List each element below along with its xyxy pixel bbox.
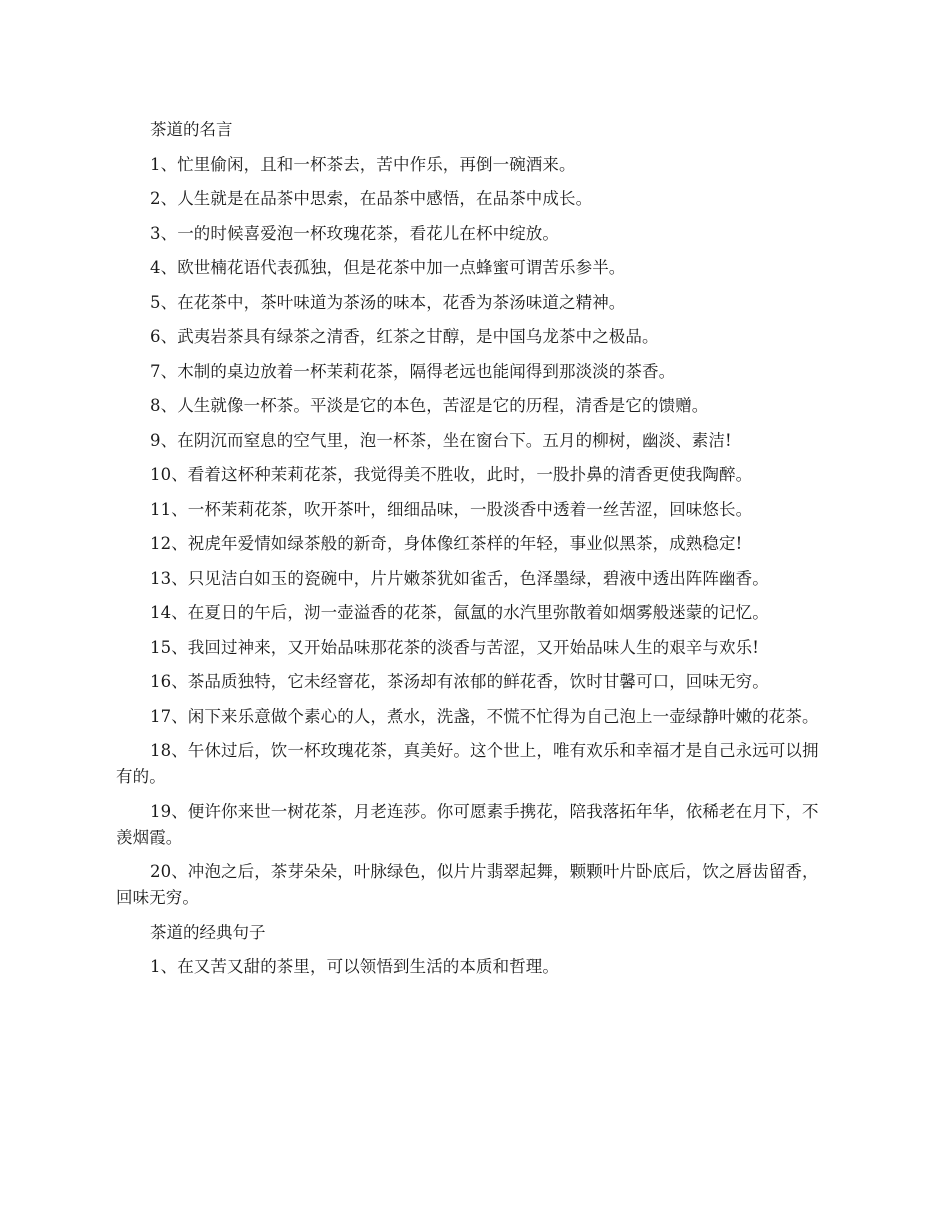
quote-5: 5、在花茶中，茶叶味道为茶汤的味本，花香为茶汤味道之精神。: [150, 292, 626, 312]
quote-4: 4、欧世楠花语代表孤独，但是花茶中加一点蜂蜜可谓苦乐参半。: [150, 258, 626, 277]
section-title-classic-sentences: 茶道的经典句子: [150, 922, 266, 942]
quote-7: 7、木制的桌边放着一杯茉莉花茶，隔得老远也能闻得到那淡淡的茶香。: [150, 361, 676, 381]
classic-sentence-1: 1、在又苦又甜的茶里，可以领悟到生活的本质和哲理。: [150, 957, 559, 976]
quote-18: 18、午休过后，饮一杯玫瑰花茶，真美好。这个世上，唯有欢乐和幸福才是自己永远可以拥有的。: [116, 741, 819, 786]
quote-8: 8、人生就像一杯茶。平淡是它的本色，苦涩是它的历程，清香是它的馈赠。: [150, 396, 709, 415]
quote-6: 6、武夷岩茶具有绿茶之清香，红茶之甘醇，是中国乌龙茶中之极品。: [150, 327, 659, 346]
quote-20: 20、冲泡之后，茶芽朵朵，叶脉绿色，似片片翡翠起舞，颗颗叶片卧底后，饮之唇齿留香，回味无穷。: [116, 862, 819, 907]
section-title-famous-quotes: 茶道的名言: [150, 120, 233, 139]
document-page: [116, 117, 828, 989]
quote-14: 14、在夏日的午后，沏一壶溢香的花茶，氤氲的水汽里弥散着如烟雾般迷蒙的记忆。: [150, 603, 769, 622]
quote-3: 3、一的时候喜爱泡一杯玫瑰花茶，看花儿在杯中绽放。: [150, 223, 559, 243]
quote-1: 1、忙里偷闲，且和一杯茶去，苦中作乐，再倒一碗酒来。: [150, 154, 576, 174]
quote-12: 12、祝虎年爱情如绿茶般的新奇，身体像红茶样的年轻，事业似黑茶，成熟稳定!: [150, 534, 743, 553]
quote-19: 19、便许你来世一树花茶，月老连莎。你可愿素手携花，陪我落拓年华，依稀老在月下，不羡烟霞。: [116, 801, 819, 847]
quote-13: 13、只见洁白如玉的瓷碗中，片片嫩茶犹如雀舌，色泽墨绿，碧液中透出阵阵幽香。: [150, 568, 769, 588]
quote-16: 16、茶品质独特，它未经窨花，茶汤却有浓郁的鲜花香，饮时甘馨可口，回味无穷。: [150, 672, 769, 691]
quote-15: 15、我回过神来，又开始品味那花茶的淡香与苦涩，又开始品味人生的艰辛与欢乐!: [150, 637, 759, 657]
quote-10: 10、看着这杯种茉莉花茶，我觉得美不胜收，此时，一股扑鼻的清香更使我陶醉。: [150, 465, 753, 484]
quote-11: 11、一杯茉莉花茶，吹开茶叶，细细品味，一股淡香中透着一丝苦涩，回味悠长。: [150, 499, 753, 519]
quote-9: 9、在阴沉而窒息的空气里，泡一杯茶，坐在窗台下。五月的柳树，幽淡、素洁!: [150, 430, 732, 450]
quote-2: 2、人生就是在品茶中思索，在品茶中感悟，在品茶中成长。: [150, 189, 593, 208]
quote-17: 17、闲下来乐意做个素心的人，煮水，洗盏，不慌不忙得为自己泡上一壶绿静叶嫩的花茶。: [150, 706, 819, 726]
